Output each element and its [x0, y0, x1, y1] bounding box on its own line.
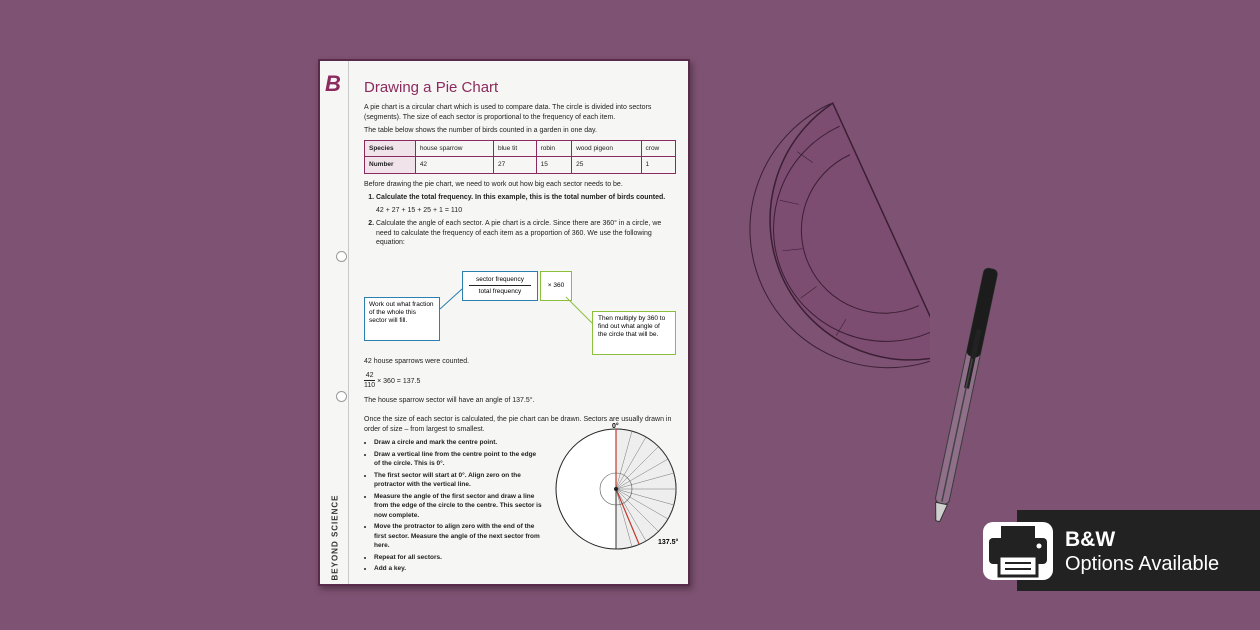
- worksheet-page: [318, 59, 690, 586]
- table-intro: The table below shows the number of birds counted in a garden in one day.: [364, 127, 597, 134]
- callout-left: Work out what fraction of the whole this sector will fill.: [364, 297, 440, 341]
- fraction: [364, 371, 375, 391]
- table-cell: house sparrow: [415, 140, 493, 157]
- badge-subtitle: Options Available: [1065, 553, 1220, 575]
- step-1-calc: 42 + 27 + 15 + 25 + 1 = 110: [376, 206, 463, 214]
- list-item: • Repeat for all sectors.: [374, 553, 544, 563]
- before-text: Before drawing the pie chart, we need to work out how big each sector needs to be.: [364, 180, 623, 188]
- sparrow-angle: The house sparrow sector will have an angle of 137.5°.: [364, 396, 535, 404]
- equation-numerator: sector frequency: [469, 276, 531, 286]
- pen-image: [930, 258, 1000, 528]
- badge-title: B&W: [1065, 528, 1116, 551]
- table-cell: 27: [493, 157, 536, 174]
- fraction-numerator: 42: [364, 371, 375, 382]
- printer-icon: [981, 520, 1055, 582]
- side-brand: BEYOND SCIENCE: [330, 494, 340, 581]
- table-header: Number: [365, 157, 416, 174]
- intro-text: A pie chart is a circular chart which is used to compare data. The circle is divided into sectors (segments). The size of each sector is proportional to the frequency of each item.: [364, 104, 652, 121]
- fraction-denominator: 110: [364, 382, 376, 389]
- list-item: • Measure the angle of the first sector and draw a line from the edge of the circle to the centre. This sector is now complete.: [374, 492, 544, 521]
- list-item: • The first sector will start at 0°. Align zero on the protractor with the vertical line.: [374, 471, 544, 490]
- table-cell: crow: [641, 140, 675, 157]
- step-1-text: Calculate the total frequency. In this example, this is the total number of birds counted.: [376, 194, 666, 201]
- page-title: Drawing a Pie Chart: [364, 79, 499, 96]
- list-item: • Move the protractor to align zero with the end of the first sector. Measure the angle of the next sector from here.: [374, 522, 544, 551]
- table-cell: robin: [536, 140, 572, 157]
- step-2-text: Calculate the angle of each sector. A pie chart is a circle. Since there are 360° in a circle, we need to calculate the frequency of each item as a proportion of 360. We use the following equation:: [376, 220, 662, 246]
- diagram-zero-label: 0°: [612, 423, 619, 430]
- table-cell: 25: [572, 157, 641, 174]
- drawing-intro: Once the size of each sector is calculated, the pie chart can be drawn. Sectors are usually drawn in order of size – from largest to smallest.: [364, 416, 672, 433]
- beyond-logo: B: [325, 71, 341, 96]
- list-item: • Draw a vertical line from the centre point to the edge of the circle. This is 0°.: [374, 450, 544, 469]
- bullet-list: [364, 438, 544, 574]
- table-cell: 1: [641, 157, 675, 174]
- callout-right: Then multiply by 360 to find out what angle of the circle that will be.: [592, 311, 676, 355]
- sparrow-count: 42 house sparrows were counted.: [364, 358, 470, 365]
- table-cell: 15: [536, 157, 572, 174]
- fraction-rest: × 360 = 137.5: [377, 377, 421, 385]
- table-cell: 42: [415, 157, 493, 174]
- list-item: • Draw a circle and mark the centre point.: [374, 438, 544, 448]
- sparrow-fraction: [364, 371, 678, 391]
- equation-multiplier-box: × 360: [540, 271, 572, 301]
- table-header: Species: [365, 140, 416, 157]
- list-item: • Add a key.: [374, 564, 544, 574]
- table-cell: wood pigeon: [572, 140, 641, 157]
- protractor-image: [740, 88, 930, 373]
- pie-protractor-diagram: [552, 427, 692, 557]
- table-cell: blue tit: [493, 140, 536, 157]
- diagram-angle-label: 137.5°: [658, 539, 679, 546]
- equation-denominator: total frequency: [478, 288, 522, 295]
